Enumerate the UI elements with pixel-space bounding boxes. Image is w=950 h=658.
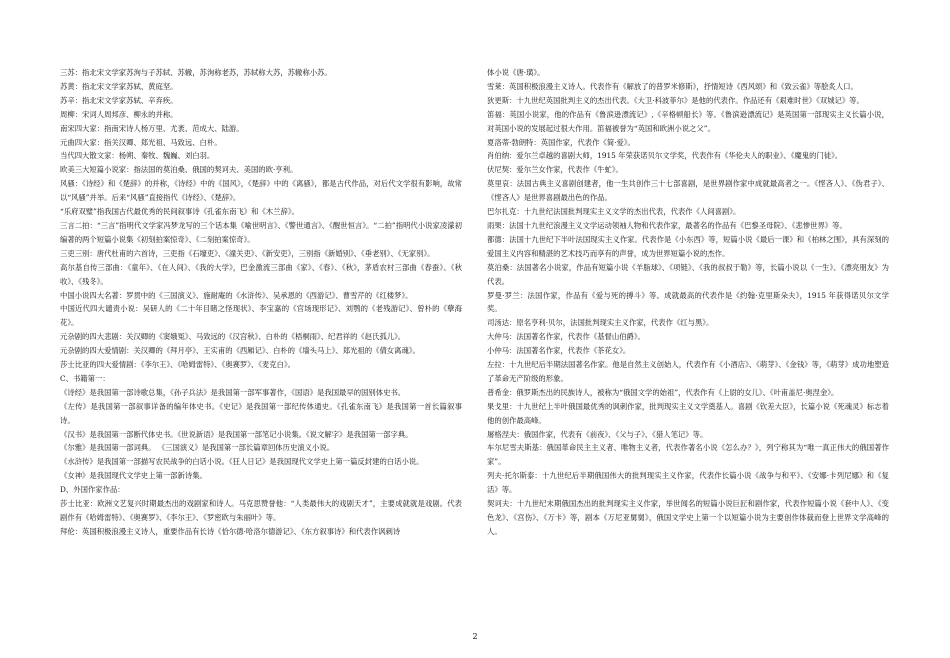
paragraph: 苏黄：指北宋文学家苏轼、黄庭坚。 [60, 81, 178, 91]
paragraph: 车尔尼雪夫斯基：俄国革命民主主义者、唯物主义者，代表作著名小说《怎么办？》，列宁称其为“唯一真正伟大的俄国著作家”。 [487, 443, 889, 467]
paragraph: 三言二拍：“三言”指明代文学家冯梦龙写的三个话本集《喻世明言》、《警世通言》、《醒世恒言》。“二拍”指明代小说家凌濛初编著的两个短篇小说集《初刻拍案惊奇》、《二刻拍案惊奇》。 [60, 220, 462, 244]
paragraph: C、书籍第一： [60, 373, 110, 383]
paragraph: 高尔基自传三部曲：《童年》、《在人间》、《我的大学》，巴金激流三部曲《家》、《春》、《秋》，茅盾农村三部曲《春蚕》、《秋收》、《残冬》。 [60, 262, 462, 286]
paragraph: 《诗经》是我国第一部诗歌总集，《孙子兵法》是我国第一部军事著作，《国语》是我国最早的国别体史书。 [60, 387, 406, 397]
paragraph: 元杂剧的四大爱情剧：关汉卿的《拜月亭》、王实甫的《西厢记》、白朴的《墙头马上》、郑光祖的《倩女离魂》。 [60, 346, 420, 356]
paragraph: 体小说《唐·璜》。 [487, 68, 545, 77]
paragraph: 司汤达：原名亨利·贝尔，法国批判现实主义作家，代表作《红与黑》。 [487, 318, 714, 328]
paragraph: 《尔雅》是我国第一部词典。 《三国演义》是我国第一部长篇章回体历史演义小说。 [60, 443, 335, 453]
paragraph: 都德：法国十九世纪下半叶法国现实主义作家。代表作是《小东西》等，短篇小说《最后一课》和《柏林之围》，具有深刻的爱国主义内容和精湛的艺术技巧而享有的声誉，成为世界短篇小说的杰作。 [487, 234, 889, 258]
paragraph: 夏洛蒂·勃朗特：英国作家，代表作《简·爱》。 [487, 137, 635, 147]
paragraph: 笛福：英国小说家，他的作品有《鲁滨逊漂流记》,《辛格顿船长》等。《鲁滨逊漂流记》是英国第一部现实主义长篇小说，对英国小说的发展起过很大作用。笛福被誉为“英国和欧洲小说之父”。 [487, 109, 889, 133]
paragraph: 左拉：十九世纪后半期法国著名作家。他是自然主义创始人，代表作有《小酒店》、《萌芽》、《金钱》等，《萌芽》成功地塑造了革命无产阶级的形象。 [487, 360, 889, 383]
paragraph: 风骚：《诗经》和《楚辞》的并称，《诗经》中的《国风》，《楚辞》中的《离骚》，都是古代作品，对后代文学很有影响，故常以“风骚”并举。后来“风骚”直接指代《诗经》、《楚辞》。 [60, 179, 462, 203]
paragraph: 苏辛：指北宋文学家苏轼、辛弃疾。 [60, 95, 178, 105]
paragraph: 屠格涅夫：俄国作家，代表有《前夜》、《父与子》、《猎人笔记》等。 [487, 429, 708, 439]
paragraph: 雨果：法国十九世纪浪漫主义文学运动领袖人物和代表作家，最著名的作品有《巴黎圣母院》、《悲惨世界》等。 [487, 220, 847, 230]
paragraph: 三苏：指北宋文学家苏洵与子苏轼、苏辙，苏洵称老苏，苏轼称大苏，苏辙称小苏。 [60, 68, 332, 77]
paragraph: 《左传》是我国第一部叙事详备的编年体史书。《史记》是我国第一部纪传体通史。《孔雀东南飞》是我国第一首长篇叙事诗。 [60, 401, 462, 425]
paragraph: 罗曼·罗兰：法国作家，作品有《爱与死的搏斗》等。成就最高的代表作是《约翰·克里斯朵夫》，1915 年获得诺贝尔文学奖。 [487, 290, 889, 314]
left-column [60, 66, 462, 539]
paragraph: 巴尔扎克：十九世纪法国批判现实主义文学的杰出代表，代表作《人间喜剧》。 [487, 207, 741, 217]
paragraph: 欧美三大短篇小说家：指法国的莫泊桑、俄国的契诃夫、美国的欧·亨利。 [60, 165, 298, 175]
paragraph: 莫里哀：法国古典主义喜剧创建者，他一生共创作三十七部喜剧，是世界剧作家中成就最高者之一。《悭吝人》、《伪君子》、《悭吝人》是世界喜剧最出色的作品。 [487, 179, 889, 203]
paragraph: 中国近代四大谴责小说：吴研人的《二十年目睹之怪现状》、李宝嘉的《官场现形记》、刘鹗的《老残游记》、曾朴的《孽海花》。 [60, 304, 462, 328]
paragraph: 大仲马：法国著名作家，代表作《基督山伯爵》。 [487, 332, 645, 342]
paragraph: 元杂剧的四大悲剧：关汉卿的《窦娥冤》、马致远的《汉宫秋》、白朴的《梧桐雨》、纪君祥的《赵氏孤儿》。 [60, 332, 406, 342]
paragraph: 莫泊桑：法国著名小说家，作品有短篇小说《羊脂球》、《项链》、《我的叔叔于勒》等，长篇小说以《一生》、《漂亮朋友》为代表。 [487, 262, 889, 286]
paragraph: 元曲四大家：指关汉卿、郑光祖、马致远、白朴。 [60, 137, 222, 147]
paragraph: 果戈里：十九世纪上半叶俄国最优秀的讽刺作家，批判现实主义文学奠基人。喜剧《钦差大臣》，长篇小说《死魂灵》标志着他的创作最高峰。 [487, 401, 889, 425]
paragraph: D、外国作家作品： [60, 485, 125, 495]
paragraph: 周柳：宋词人周邦彦、柳永的并称。 [60, 109, 178, 119]
paragraph: 中国小说四大名著：罗贯中的《三国演义》、施耐庵的《水浒传》、吴承恩的《西游记》、曹雪芹的《红楼梦》。 [60, 290, 413, 300]
paragraph: 南宋四大家：指南宋诗人杨万里、尤袤、范成大、陆游。 [60, 123, 244, 133]
right-column [487, 66, 889, 539]
paragraph: 雪莱：英国积极浪漫主义诗人。代表作有《解放了的普罗米修斯》，抒情短诗《西风颂》和《致云雀》等脍炙人口。 [487, 81, 858, 91]
paragraph: 《汉书》是我国第一部断代体史书。《世说新语》是我国第一部笔记小说集。《说文解字》是我国第一部字典。 [60, 429, 413, 439]
paragraph: 肖伯纳：爱尔兰卓越的喜剧大师，1915 年荣获诺贝尔文学奖，代表作有《华伦夫人的职业》、《魔鬼的门徒》。 [487, 151, 843, 161]
paragraph: 伏尼契：爱尔兰女作家，代表作《牛虻》。 [487, 165, 623, 175]
paragraph: 当代四大散文家：杨朔、秦牧、魏巍、刘白羽。 [60, 151, 215, 161]
paragraph: 《水浒传》是我国第一部描写农民战争的白话小说。《狂人日记》是我国现代文学史上第一篇反封建的白话小说。 [60, 457, 424, 467]
paragraph: “乐府双璧”指我国古代最优秀的民间叙事诗《孔雀东南飞》和《木兰辞》。 [60, 207, 299, 217]
paragraph: 小仲马：法国著名作家，代表作《茶花女》。 [487, 346, 631, 356]
paragraph: 狄更斯：十九世纪英国批判主义的杰出代表。《大卫·科波菲尔》是他的代表作。作品还有《艰难时世》《双城记》等。 [487, 95, 864, 105]
paragraph: 《女神》是我国现代文学史上第一部新诗集。 [60, 471, 207, 481]
page-number: 2 [472, 632, 478, 641]
paragraph: 莎士比亚的四大爱情剧：《李尔王》、《哈姆雷特》、《奥赛罗》、《麦克白》。 [60, 360, 295, 370]
paragraph: 莎士比亚：欧洲文艺复兴时期最杰出的戏剧家和诗人。马克思赞誉他：“人类最伟大的戏剧天才”，主要成就就是戏剧。代表剧作有《哈姆雷特》、《奥赛罗》、《李尔王》、《罗密欧与朱丽叶》等。 [60, 499, 462, 522]
paragraph: 普希金：俄罗斯杰出的民族诗人，被称为“俄国文学的始祖”，代表作有《上尉的女儿》、《叶甫盖尼·奥涅金》。 [487, 387, 839, 397]
paragraph: 列夫·托尔斯泰：十九世纪后半期俄国伟大的批判现实主义作家，代表作长篇小说《战争与和平》、《安娜·卡列尼娜》和《复活》等。 [487, 471, 889, 495]
paragraph: 拜伦：英国积极浪漫主义诗人，重要作品有长诗《恰尔德·哈洛尔德游记》、《东方叙事诗》和代表作讽刺诗 [60, 526, 401, 536]
paragraph: 三吏三别：唐代杜甫的六首诗，三吏指《石壕吏》、《潼关吏》、《新安吏》，三别指《新婚别》、《垂老别》、《无家别》。 [60, 248, 435, 258]
paragraph: 契诃夫：十九世纪末期俄国杰出的批判现实主义作家，举世闻名的短篇小说巨匠和剧作家，代表作短篇小说《套中人》、《变色龙》、《宫伤》、《万卡》等，剧本《万尼亚舅舅》，俄国文学史上第一个以短篇小说为主要创作体裁而登上世界文学高峰的人。 [487, 499, 889, 536]
